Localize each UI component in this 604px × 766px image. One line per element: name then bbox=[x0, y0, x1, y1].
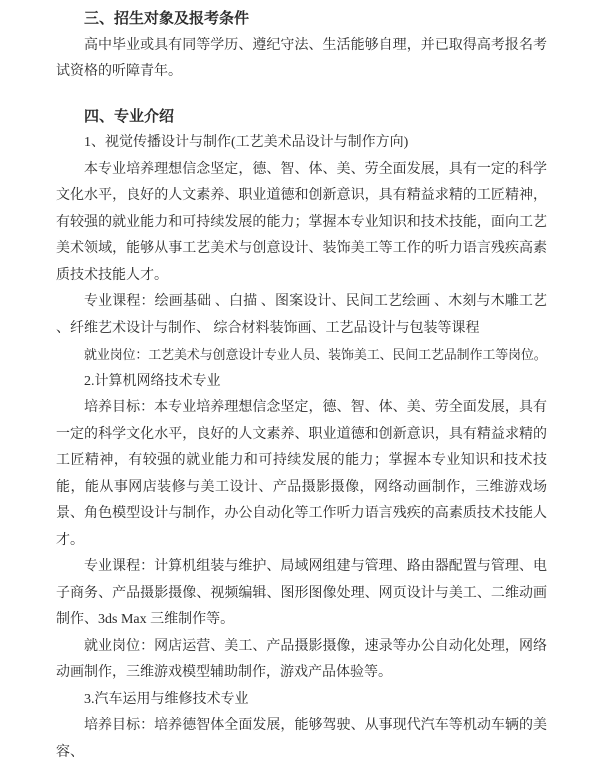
major1-objective-text: 本专业培养理想信念坚定，德、智、体、美、劳全面发展，具有一定的科学文化水平，良好的人文素养、职业道德和创新意识，具有精益求精的工匠精神， 有较强的就业能力和可持续发展的能力；掌握本专业知识和技术技能，面向工艺美术领域，能够从事工艺美术与创意设计、装饰美工等工作的听力语言残疾高素质技术技能人才。 bbox=[56, 161, 547, 283]
major1-courses-text: 专业课程：绘画基础 、白描 、图案设计、民间工艺绘画 、木刻与木雕工艺 、纤维艺术设计与制作、 综合材料装饰画、工艺品设计与包装等课程 bbox=[56, 294, 547, 336]
major2-courses-text: 专业课程：计算机组装与维护、局域网组建与管理、路由器配置与管理、电子商务、产品摄影摄像、视频编辑、图形图像处理、网页设计与美工、二维动画制作、3ds Max 三维制作等。 bbox=[56, 559, 547, 627]
major1-title: 1、视觉传播设计与制作(工艺美术品设计与制作方向) bbox=[84, 135, 409, 150]
admission-requirements-text: 高中毕业或具有同等学历、遵纪守法、生活能够自理，并已取得高考报名考试资格的听障青年。 bbox=[56, 37, 547, 79]
section-heading-major-introduction: 四、专业介绍 bbox=[84, 108, 175, 125]
major3-objective-text: 培养目标：培养德智体全面发展，能够驾驶、从事现代汽车等机动车辆的美容、 bbox=[56, 718, 547, 760]
major1-jobs-text: 就业岗位：工艺美术与创意设计专业人员、装饰美工、民间工艺品制作工等岗位。 bbox=[84, 347, 547, 362]
major3-title: 3.汽车运用与维修技术专业 bbox=[84, 691, 249, 707]
major2-title: 2.计算机网络技术专业 bbox=[84, 373, 221, 389]
major2-jobs-text: 就业岗位：网店运营、美工、产品摄影摄像，速录等办公自动化处理，网络动画制作，三维游戏模型辅助制作，游戏产品体验等。 bbox=[56, 638, 547, 680]
major2-objective-text: 培养目标：本专业培养理想信念坚定，德、智、体、美、劳全面发展，具有一定的科学文化水平，良好的人文素养、职业道德和创新意识，具有精益求精的工匠精神，有较强的就业能力和可持续发展的能力；掌握本专业知识和技术技能，能从事网店装修与美工设计、产品摄影摄像，网络动画制作，三维游戏场景、角色模型设计与制作，办公自动化等工作听力语言残疾的高素质技术技能人才。 bbox=[56, 400, 547, 548]
section-heading-admission-requirements: 三、招生对象及报考条件 bbox=[84, 11, 250, 27]
